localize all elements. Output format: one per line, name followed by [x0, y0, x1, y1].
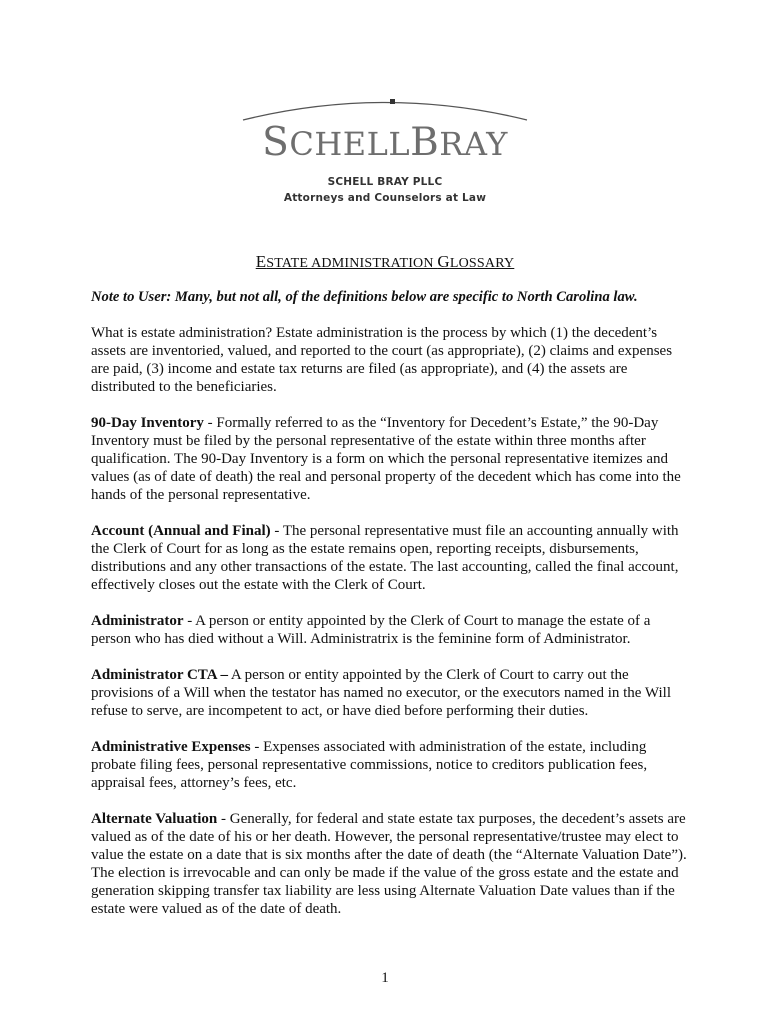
entry-term: 90-Day Inventory	[91, 415, 204, 431]
firm-logo	[0, 95, 770, 206]
entry-definition: - Expenses associated with administration of the estate, including probate filing fees, personal representative commissions, notice to creditors publication fees, appraisal fees, attorney’s fees, etc.	[91, 739, 648, 791]
entry-term: Account (Annual and Final)	[91, 523, 271, 539]
entry-term: Administrative Expenses	[91, 739, 251, 755]
entry-definition: - A person or entity appointed by the Clerk of Court to manage the estate of a person who has died without a Will. Administratrix is the feminine form of Administrator.	[91, 613, 651, 647]
firm-tagline: Attorneys and Counselors at Law	[283, 192, 487, 204]
glossary-body	[91, 288, 691, 936]
glossary-entry	[91, 522, 691, 594]
entry-definition: A person or entity appointed by the Clerk of Court to carry out the provisions of a Will when the testator has named no executor, or the executors named in the Will refuse to serve, are incompetent to act, or have died before performing their duties.	[91, 667, 671, 719]
entry-term: Administrator CTA –	[91, 667, 228, 683]
entry-definition: - The personal representative must file an accounting annually with the Clerk of Court for as long as the estate remains open, reporting receipts, disbursements, distributions and any other transactions of the estate. The last accounting, called the final account, effectively closes out the estate with the Clerk of Court.	[91, 523, 679, 593]
entry-definition: - Generally, for federal and state estate tax purposes, the decedent’s assets are valued as of the date of his or her death. However, the personal representative/trustee may elect to value the estate on a date that is six months after the date of death (the “Alternate Valuation Date”). The election is irrevocable and can only be made if the value of the gross estate and the estate and generation skipping transfer tax liability are less using Alternate Valuation Date values than if the estate were valued as of the date of death.	[91, 811, 687, 917]
intro-paragraph: What is estate administration? Estate administration is the process by which (1) the decedent’s assets are inventoried, valued, and reported to the court (as appropriate), (2) claims and expenses are paid, (3) income and estate tax returns are filed (as appropriate), and (4) the assets are distributed to the beneficiaries.	[91, 325, 673, 395]
glossary-entry	[91, 810, 691, 918]
entry-definition: - Formally referred to as the “Inventory for Decedent’s Estate,” the 90-Day Inventory must be filed by the personal representative of the estate within three months after qualification. The 90-Day Inventory is a form on which the personal representative itemizes and values (as of date of death) the real and personal property of the decedent which has come into the hands of the personal representative.	[91, 415, 681, 503]
glossary-entry	[91, 738, 691, 792]
glossary-entry	[91, 666, 691, 720]
user-note: Note to User: Many, but not all, of the definitions below are specific to North Carolina law.	[91, 289, 638, 305]
document-title: ESTATE ADMINISTRATION GLOSSARY	[255, 252, 515, 271]
entry-term: Alternate Valuation	[91, 811, 218, 827]
page-number: 1	[381, 970, 389, 986]
logo-arc-icon	[240, 95, 530, 123]
glossary-entry	[91, 612, 691, 648]
glossary-entry	[91, 414, 691, 504]
firm-name: SCHELL BRAY PLLC	[327, 176, 443, 188]
logo-wordmark: SCHELLBRAY	[262, 120, 508, 165]
entry-term: Administrator	[91, 613, 184, 629]
